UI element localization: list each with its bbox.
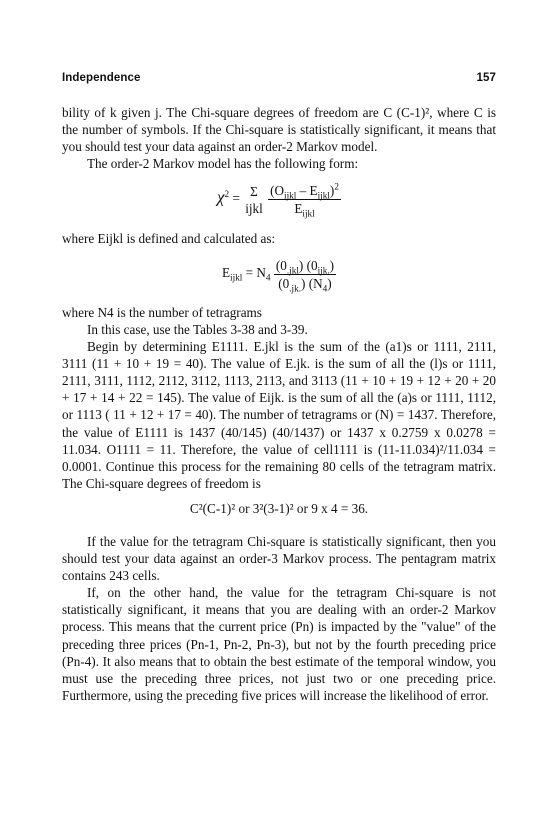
paragraph: If the value for the tetragram Chi-square is statistically significant, then you should test your data against an order-3 Markov process. The pentagram matrix contains 243 cells.: [62, 533, 496, 584]
degrees-of-freedom-equation: C²(C-1)² or 3²(3-1)² or 9 x 4 = 36.: [189, 500, 369, 516]
paragraph: bility of k given j. The Chi-square degrees of freedom are C (C-1)², where C is the number of symbols. If the Chi-square is statistically significant, it means that you should test your data against an order-2 Markov model.: [62, 105, 496, 155]
chi-square-equation: $\chi^2$ = Σ ijkl $\frac{(O_{ijkl} - E_{ijkl})^2}{E_{ijkl}}$: [217, 181, 339, 220]
expected-value-equation: $E_{ijkl} = N_4$ $\frac{(0_{.jkl}) (0_{ijk.})}{(0_{.jk.}) (N_4)}$: [221, 257, 335, 294]
paragraph: where Eijkl is defined and calculated as:: [62, 230, 276, 246]
paragraph: The order-2 Markov model has the following form:: [87, 156, 359, 172]
paragraph: If, on the other hand, the value for the tetragram Chi-square is not statistically significant, it means that you are dealing with an order-2 Markov process. This means that the current price (Pn) is impacted by the "value" of the preceding three prices (Pn-1, Pn-2, Pn-3), but not by the fourth preceding price (Pn-4). It also means that to obtain the best estimate of the temporal window, you must use the preceding three prices, not just two or one preceding price. Furthermore, using the preceding five prices will increase the likelihood of error.: [62, 585, 496, 703]
paragraph: where N4 is the number of tetragrams: [62, 304, 262, 320]
running-header: [62, 72, 496, 84]
page-number: 157: [476, 72, 496, 84]
chapter-title: Independence: [62, 72, 141, 84]
book-page: [62, 72, 496, 704]
paragraph: Begin by determining E1111. E.jkl is the sum of the (a1)s or 1111, 2111, 3111 (11 + 10 + 19 = 40). The value of E.jk. is the sum of all the (l)s or 1111, 2111, 3111, 1112, 2112, 3112, 1113, 2113, and 3113 (11 + 10 + 19 + 12 + 20 + 20 + 17 + 14 + 22 = 145). The value of Eijk. is the sum of all the (a)s or 1111, 1112, or 1113 ( 11 + 12 + 17 = 40). The number of tetragrams or (N) = 1437. Therefore, the value of E1111 is 1437 (40/145) (40/1437) or 1437 x 0.2759 x 0.0278 = 11.034. O1111 = 11. Therefore, the value of cell1111 is (11-11.034)²/11.034 = 0.0001. Continue this process for the remaining 80 cells of the tetragram matrix. The Chi-square degrees of freedom is: [62, 339, 496, 491]
paragraph: In this case, use the Tables 3-38 and 3-39.: [87, 321, 308, 337]
page-body: [62, 104, 496, 704]
